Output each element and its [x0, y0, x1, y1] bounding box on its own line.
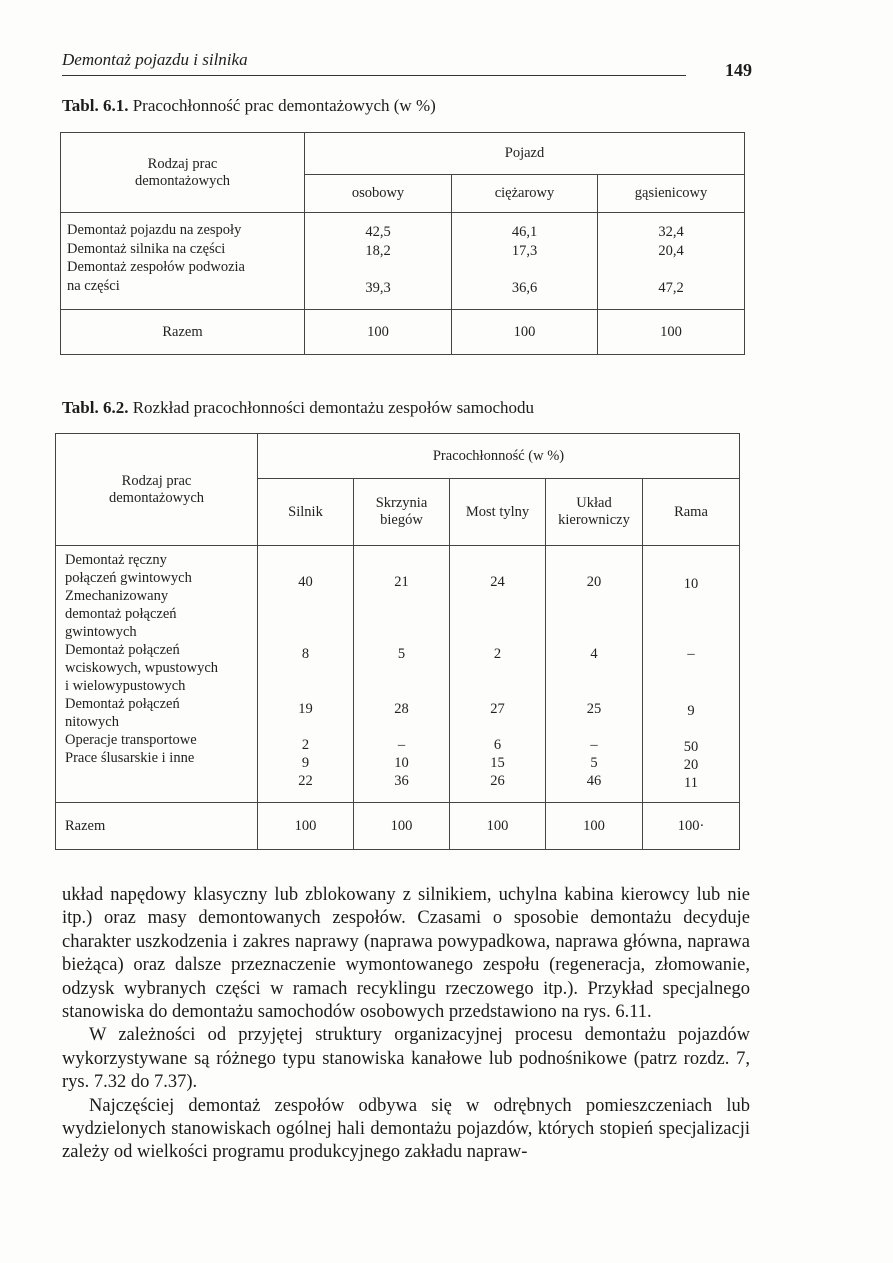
table2-col-most: Most tylny [450, 479, 546, 546]
table1-total-cell: 100 [305, 310, 452, 355]
table2-cell: 21 [394, 574, 409, 590]
header-rule [62, 75, 686, 76]
table2-values-uklad [546, 546, 643, 803]
paragraph: Najczęściej demontaż zespołów odbywa się w odrębnych pomieszczeniach lub wydzielonych stanowiskach ogólnej hali demontażu pojazdów, których stopień specjalizacji zależy od wielkości programu produkcyjnego zakładu napraw- [62, 1095, 750, 1163]
table2-total-cell: 100 [450, 803, 546, 850]
table2-caption-label: Tabl. 6.2. [62, 398, 129, 417]
table2-col-silnik: Silnik [258, 479, 354, 546]
table1-values-osobowy [305, 213, 452, 310]
table1-values-ciezarowy [452, 213, 598, 310]
table2-cell: 9 [687, 703, 695, 719]
page-number: 149 [725, 60, 752, 80]
table2-cell: 19 [298, 701, 313, 717]
table2-row-label-line: demontaż połączeń [65, 606, 177, 622]
table2-values-silnik [258, 546, 354, 803]
table1-col-ciezarowy: ciężarowy [452, 175, 598, 213]
body-text [62, 884, 750, 1165]
table2-cell: 27 [490, 701, 505, 717]
table2-cell: 15 [490, 755, 505, 771]
table2-row-label-line: i wielowypustowych [65, 678, 186, 694]
table2-cell: – [687, 646, 695, 662]
table2-total-cell: 100 [354, 803, 450, 850]
table1-cell: 42,5 [365, 224, 391, 240]
running-header [62, 48, 752, 80]
table2-cell: 20 [586, 574, 602, 590]
table2-cell: 5 [590, 755, 598, 771]
table2-cell: 24 [490, 574, 505, 590]
table2-cell: – [397, 737, 406, 753]
table2-group-header: Pracochłonność (w %) [258, 434, 740, 479]
table2-cell: 22 [298, 773, 313, 789]
table2-cell: 8 [301, 646, 310, 662]
table2-total-label: Razem [56, 803, 258, 850]
table2-cell: 40 [298, 574, 313, 590]
table2-row-label-line: Demontaż połączeń [65, 696, 180, 712]
table2-row-label-line: połączeń gwintowych [65, 570, 192, 586]
table2-col-rama: Rama [643, 479, 740, 546]
table2-row-label-line: Prace ślusarskie i inne [65, 750, 195, 766]
table2-cell: 50 [683, 739, 699, 755]
table-6-2 [55, 433, 740, 850]
table1-total-label: Razem [61, 310, 305, 355]
table1-cell: 46,1 [511, 224, 538, 240]
table1-cell: 32,4 [658, 224, 684, 240]
table2-cell: – [590, 737, 598, 753]
table2-row-labels [56, 546, 258, 803]
table1-row-header: Rodzaj prac demontażowych [61, 133, 305, 213]
table1-caption [62, 96, 436, 116]
table1-col-gasienicowy: gąsienicowy [598, 175, 745, 213]
table1-caption-label: Tabl. 6.1. [62, 96, 129, 115]
table2-cell: 36 [394, 773, 409, 789]
table1-total-cell: 100 [452, 310, 598, 355]
table1-cell: 36,6 [511, 279, 538, 296]
table2-cell: 10 [683, 576, 699, 592]
table2-row-label-line: gwintowych [65, 624, 137, 640]
table1-values-gasienicowy [598, 213, 745, 310]
table2-cell: 11 [684, 775, 698, 791]
table2-row-label-line: wciskowych, wpustowych [65, 660, 219, 676]
table2-caption-text: Rozkład pracochłonności demontażu zespołów samochodu [132, 398, 534, 417]
table1-cell: 47,2 [658, 279, 684, 296]
table2-cell: 2 [493, 646, 502, 662]
table2-total-cell: 100· [643, 803, 740, 850]
table2-cell: 4 [590, 646, 598, 662]
table2-cell: 9 [301, 755, 310, 771]
table1-cell: 17,3 [511, 242, 538, 259]
table2-row-label-line: Demontaż ręczny [65, 552, 167, 568]
table1-row-labels [61, 213, 305, 310]
table1-cell: 20,4 [658, 242, 684, 259]
table2-total-cell: 100 [546, 803, 643, 850]
table1-row-label: Demontaż zespołów podwozia [67, 259, 245, 275]
table2-cell: 26 [490, 773, 505, 789]
table2-cell: 10 [394, 755, 409, 771]
table2-total-cell: 100 [258, 803, 354, 850]
table1-row-label: na części [67, 277, 120, 294]
paragraph: W zależności od przyjętej struktury organizacyjnej procesu demontażu pojazdów wykorzystywane są różnego typu stanowiska kanałowe lub podnośnikowe (patrz rozdz. 7, rys. 7.32 do 7.37). [62, 1025, 750, 1093]
table2-values-rama [643, 546, 740, 803]
table2-values-skrzynia [354, 546, 450, 803]
table2-cell: 46 [586, 773, 602, 789]
table1-cell: 18,2 [365, 242, 391, 259]
table1-row-label: Demontaż silnika na części [67, 240, 226, 257]
running-title: Demontaż pojazdu i silnika [62, 50, 248, 69]
table2-row-label-line: Demontaż połączeń [65, 642, 180, 658]
table2-col-skrzynia: Skrzynia biegów [354, 479, 450, 546]
table2-cell: 6 [493, 737, 502, 753]
table2-row-label-line: Zmechanizowany [65, 588, 169, 604]
table2-cell: 2 [301, 737, 310, 753]
paragraph: układ napędowy klasyczny lub zblokowany z silnikiem, uchylna kabina kierowcy lub nie itp.) oraz masy demontowanych zespołów. Czasami o sposobie demontażu decyduje charakter uszkodzenia i zakres naprawy (naprawa powypadkowa, naprawa główna, naprawa bieżąca) oraz dalsze przeznaczenie wymontowanego zespołu (regeneracja, złomowanie, odzysk wybranych części w ramach recyklingu rzeczowego itp.). Przykład specjalnego stanowiska do demontażu samochodów osobowych przedstawiono na rys. 6.11. [62, 885, 750, 1023]
table1-cell: 39,3 [365, 279, 391, 296]
table-6-1 [60, 132, 745, 355]
table2-values-most [450, 546, 546, 803]
table2-row-label-line: nitowych [65, 714, 119, 730]
table2-cell: 5 [397, 646, 406, 662]
table2-col-uklad: Układ kierowniczy [546, 479, 643, 546]
table2-cell: 28 [394, 701, 409, 717]
table1-total-cell: 100 [598, 310, 745, 355]
table1-caption-text: Pracochłonność prac demontażowych (w %) [132, 96, 436, 115]
table2-caption [62, 398, 534, 418]
table1-group-header: Pojazd [305, 133, 745, 175]
table2-cell: 20 [683, 757, 699, 773]
table1-col-osobowy: osobowy [305, 175, 452, 213]
table1-row-label: Demontaż pojazdu na zespoły [67, 222, 242, 238]
table2-row-header: Rodzaj prac demontażowych [56, 434, 258, 546]
table2-cell: 25 [586, 701, 602, 717]
table2-row-label-line: Operacje transportowe [65, 732, 197, 748]
